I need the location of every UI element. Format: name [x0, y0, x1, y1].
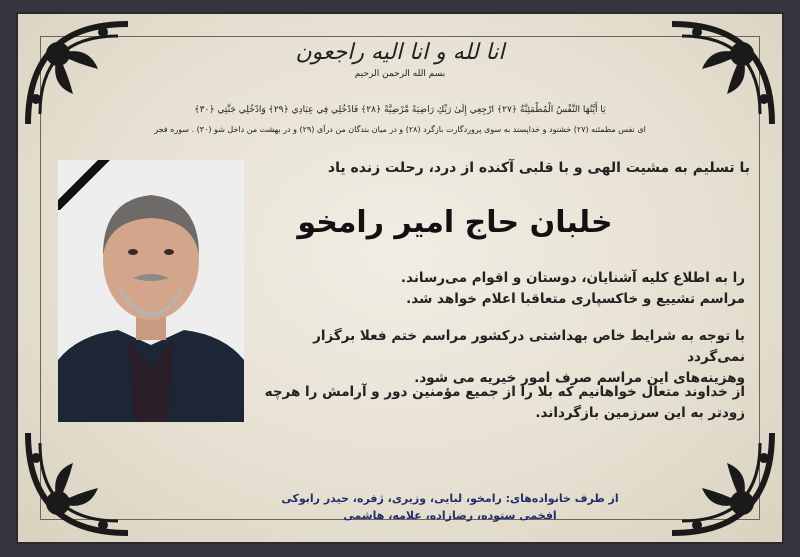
paragraph-line: وهزینه‌های این مراسم صرف امور خیریه می شود.: [414, 370, 745, 386]
mourning-ribbon-icon: [58, 160, 138, 210]
paragraph-ceremony: [255, 326, 745, 389]
corner-ornament-top-right: [662, 14, 782, 134]
family-line: افخمی ستوده، رضازاده، علامه، هاشمی: [343, 509, 557, 522]
verse-translation: ای نفس مطمئنه (۲۷) خشنود و خداپسند به سوی پروردگارت بازگرد (۲۸) و در میان بندگان من درآی (۲۹) و در بهشت من داخل شو (۳۰) . سوره فجر: [154, 125, 646, 134]
paragraph-line: زودتر به این سرزمین بازگرداند.: [535, 405, 745, 421]
family-signature: [255, 490, 645, 524]
corner-ornament-top-left: [18, 14, 138, 134]
paragraph-line: را به اطلاع کلیه آشنایان، دوستان و اقوام می‌رساند.: [400, 270, 745, 286]
family-line: از طرف خانواده‌های: رامخو، لبایی، وزیری، ژفره، حیدر رابوکی: [281, 492, 619, 505]
corner-ornament-bottom-left: [18, 423, 138, 543]
paragraph-line: از خداوند متعال خواهانیم که بلا را از جمیع مؤمنین دور و آرامش را هرچه: [264, 384, 745, 400]
paragraph-line: مراسم تشییع و خاکسپاری متعاقبا اعلام خواهد شد.: [406, 291, 745, 307]
poster-header: [150, 36, 650, 79]
quran-verse: یَا أَیَّتُهَا النَّفْسُ الْمُطْمَئِنَّةُ ﴿۲۷﴾ ارْجِعِي إِلَىٰ رَبِّكِ رَاضِيَةً مَّرْضِيَّةً ﴿۲۸﴾ فَادْخُلِي فِي عِبَادِي ﴿۲۹﴾ وَادْخُلِي جَنَّتِي ﴿۳۰﴾: [194, 105, 606, 115]
paragraph-announcement: [255, 268, 745, 310]
basmala: بسم الله الرحمن الرحیم: [354, 69, 446, 79]
calligraphy-title: انا لله و انا الیه راجعون: [295, 40, 505, 65]
paragraph-line: با توجه به شرایط خاص بهداشتی درکشور مراسم ختم فعلا برگزار نمی‌گردد: [313, 328, 745, 365]
corner-ornament-bottom-right: [662, 423, 782, 543]
deceased-name: خلبان حاج امیر رامخو: [297, 205, 613, 240]
paragraph-prayer: [255, 382, 745, 424]
intro-line: با تسلیم به مشیت الهی و با قلبی آکنده از درد، رحلت زنده یاد: [327, 160, 750, 176]
